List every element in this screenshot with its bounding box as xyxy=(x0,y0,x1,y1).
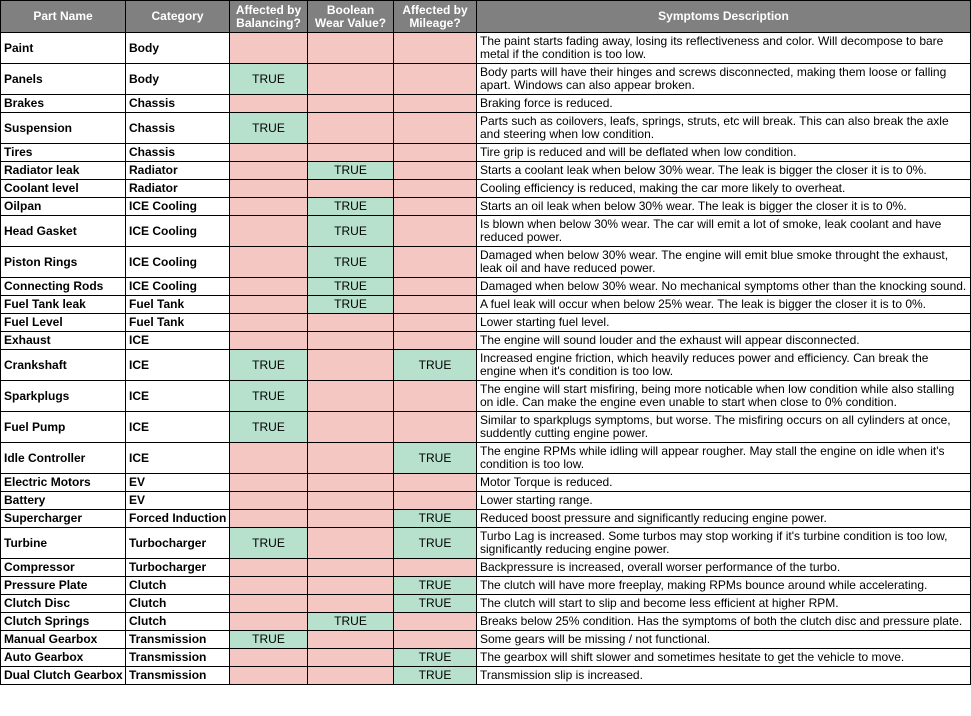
balancing-cell: TRUE xyxy=(230,64,308,95)
table-row xyxy=(1,595,971,613)
table-row xyxy=(1,278,971,296)
mileage-cell xyxy=(394,198,477,216)
part-name-cell: Fuel Pump xyxy=(1,412,126,443)
category-cell: Body xyxy=(126,33,230,64)
boolean-wear-cell xyxy=(308,559,394,577)
mileage-cell xyxy=(394,247,477,278)
part-name-cell: Oilpan xyxy=(1,198,126,216)
category-cell: ICE xyxy=(126,381,230,412)
table-row xyxy=(1,559,971,577)
description-cell: The gearbox will shift slower and sometimes hesitate to get the vehicle to move. xyxy=(477,649,971,667)
mileage-cell: TRUE xyxy=(394,595,477,613)
boolean-wear-cell xyxy=(308,443,394,474)
mileage-cell xyxy=(394,613,477,631)
balancing-cell xyxy=(230,216,308,247)
mileage-cell xyxy=(394,33,477,64)
description-cell: Similar to sparkplugs symptoms, but worse. The misfiring occurs on all cylinders at once, suddently cutting engine power. xyxy=(477,412,971,443)
balancing-cell xyxy=(230,595,308,613)
mileage-cell xyxy=(394,64,477,95)
category-cell: ICE xyxy=(126,443,230,474)
balancing-cell xyxy=(230,296,308,314)
table-row xyxy=(1,528,971,559)
balancing-cell xyxy=(230,278,308,296)
table-row xyxy=(1,247,971,278)
description-cell: Breaks below 25% condition. Has the symptoms of both the clutch disc and pressure plate. xyxy=(477,613,971,631)
boolean-wear-cell xyxy=(308,474,394,492)
balancing-cell xyxy=(230,95,308,113)
boolean-wear-cell xyxy=(308,180,394,198)
balancing-cell xyxy=(230,33,308,64)
category-cell: Forced Induction xyxy=(126,510,230,528)
part-name-cell: Clutch Springs xyxy=(1,613,126,631)
balancing-cell xyxy=(230,492,308,510)
part-name-cell: Coolant level xyxy=(1,180,126,198)
table-header xyxy=(1,1,971,33)
description-cell: Damaged when below 30% wear. No mechanical symptoms other than the knocking sound. xyxy=(477,278,971,296)
description-cell: Parts such as coilovers, leafs, springs, struts, etc will break. This can also break the axle and steering when low condition. xyxy=(477,113,971,144)
part-name-cell: Supercharger xyxy=(1,510,126,528)
mileage-cell: TRUE xyxy=(394,443,477,474)
mileage-cell: TRUE xyxy=(394,667,477,685)
part-name-cell: Turbine xyxy=(1,528,126,559)
boolean-wear-cell xyxy=(308,528,394,559)
category-cell: ICE xyxy=(126,332,230,350)
table-row xyxy=(1,180,971,198)
category-cell: ICE Cooling xyxy=(126,247,230,278)
table-row xyxy=(1,474,971,492)
mileage-cell: TRUE xyxy=(394,350,477,381)
table-row xyxy=(1,350,971,381)
table-row xyxy=(1,113,971,144)
table-row xyxy=(1,162,971,180)
table-row xyxy=(1,492,971,510)
category-cell: Radiator xyxy=(126,180,230,198)
mileage-cell xyxy=(394,381,477,412)
part-name-cell: Clutch Disc xyxy=(1,595,126,613)
part-name-cell: Auto Gearbox xyxy=(1,649,126,667)
description-cell: Starts a coolant leak when below 30% wear. The leak is bigger the closer it is to 0%. xyxy=(477,162,971,180)
description-cell: Transmission slip is increased. xyxy=(477,667,971,685)
boolean-wear-cell xyxy=(308,314,394,332)
category-cell: Fuel Tank xyxy=(126,314,230,332)
mileage-cell xyxy=(394,412,477,443)
part-name-cell: Suspension xyxy=(1,113,126,144)
part-name-cell: Brakes xyxy=(1,95,126,113)
balancing-cell: TRUE xyxy=(230,528,308,559)
category-cell: Body xyxy=(126,64,230,95)
category-cell: Chassis xyxy=(126,144,230,162)
category-cell: Transmission xyxy=(126,631,230,649)
category-cell: Transmission xyxy=(126,649,230,667)
table-row xyxy=(1,198,971,216)
mileage-cell xyxy=(394,474,477,492)
mileage-cell xyxy=(394,95,477,113)
table-row xyxy=(1,332,971,350)
boolean-wear-cell xyxy=(308,332,394,350)
table-row xyxy=(1,510,971,528)
description-cell: The engine will start misfiring, being more noticable when low condition while also stalling on idle. Can make the engine even unable to start when close to 0% condition. xyxy=(477,381,971,412)
balancing-cell: TRUE xyxy=(230,631,308,649)
description-cell: Lower starting fuel level. xyxy=(477,314,971,332)
header-symptoms-description: Symptoms Description xyxy=(477,1,971,33)
balancing-cell: TRUE xyxy=(230,412,308,443)
description-cell: The clutch will have more freeplay, making RPMs bounce around while accelerating. xyxy=(477,577,971,595)
part-name-cell: Dual Clutch Gearbox xyxy=(1,667,126,685)
table-row xyxy=(1,296,971,314)
balancing-cell xyxy=(230,577,308,595)
header-category: Category xyxy=(126,1,230,33)
balancing-cell xyxy=(230,510,308,528)
mileage-cell xyxy=(394,278,477,296)
balancing-cell xyxy=(230,649,308,667)
mileage-cell xyxy=(394,180,477,198)
part-name-cell: Connecting Rods xyxy=(1,278,126,296)
mileage-cell xyxy=(394,144,477,162)
table-row xyxy=(1,443,971,474)
description-cell: Is blown when below 30% wear. The car will emit a lot of smoke, leak coolant and have reduced power. xyxy=(477,216,971,247)
header-part-name: Part Name xyxy=(1,1,126,33)
description-cell: Cooling efficiency is reduced, making the car more likely to overheat. xyxy=(477,180,971,198)
description-cell: Some gears will be missing / not functional. xyxy=(477,631,971,649)
table-row xyxy=(1,667,971,685)
description-cell: Damaged when below 30% wear. The engine will emit blue smoke throught the exhaust, leak oil and have reduced power. xyxy=(477,247,971,278)
category-cell: ICE Cooling xyxy=(126,278,230,296)
description-cell: Backpressure is increased, overall worser performance of the turbo. xyxy=(477,559,971,577)
balancing-cell xyxy=(230,314,308,332)
boolean-wear-cell: TRUE xyxy=(308,162,394,180)
table-row xyxy=(1,631,971,649)
boolean-wear-cell xyxy=(308,33,394,64)
description-cell: A fuel leak will occur when below 25% wear. The leak is bigger the closer it is to 0%. xyxy=(477,296,971,314)
boolean-wear-cell xyxy=(308,144,394,162)
mileage-cell xyxy=(394,631,477,649)
table-body xyxy=(1,33,971,685)
balancing-cell: TRUE xyxy=(230,350,308,381)
category-cell: ICE Cooling xyxy=(126,198,230,216)
boolean-wear-cell xyxy=(308,631,394,649)
boolean-wear-cell xyxy=(308,381,394,412)
category-cell: ICE Cooling xyxy=(126,216,230,247)
table-row xyxy=(1,216,971,247)
description-cell: Lower starting range. xyxy=(477,492,971,510)
header-boolean-wear-value: Boolean Wear Value? xyxy=(308,1,394,33)
description-cell: Turbo Lag is increased. Some turbos may stop working if it's turbine condition is too low, significantly reducing engine power. xyxy=(477,528,971,559)
description-cell: Body parts will have their hinges and screws disconnected, making them loose or falling apart. Windows can also appear broken. xyxy=(477,64,971,95)
part-name-cell: Sparkplugs xyxy=(1,381,126,412)
description-cell: Starts an oil leak when below 30% wear. The leak is bigger the closer it is to 0%. xyxy=(477,198,971,216)
boolean-wear-cell xyxy=(308,350,394,381)
mileage-cell: TRUE xyxy=(394,577,477,595)
table-row xyxy=(1,144,971,162)
part-name-cell: Panels xyxy=(1,64,126,95)
table-row xyxy=(1,613,971,631)
category-cell: Chassis xyxy=(126,95,230,113)
table-row xyxy=(1,577,971,595)
balancing-cell xyxy=(230,247,308,278)
part-name-cell: Head Gasket xyxy=(1,216,126,247)
part-name-cell: Piston Rings xyxy=(1,247,126,278)
part-name-cell: Exhaust xyxy=(1,332,126,350)
balancing-cell xyxy=(230,667,308,685)
description-cell: Increased engine friction, which heavily reduces power and efficiency. Can break the engine when it's condition is too low. xyxy=(477,350,971,381)
part-name-cell: Idle Controller xyxy=(1,443,126,474)
category-cell: Clutch xyxy=(126,595,230,613)
boolean-wear-cell xyxy=(308,492,394,510)
header-affected-by-mileage: Affected by Mileage? xyxy=(394,1,477,33)
balancing-cell xyxy=(230,162,308,180)
part-name-cell: Tires xyxy=(1,144,126,162)
category-cell: Fuel Tank xyxy=(126,296,230,314)
boolean-wear-cell xyxy=(308,667,394,685)
balancing-cell xyxy=(230,443,308,474)
boolean-wear-cell xyxy=(308,595,394,613)
mileage-cell xyxy=(394,332,477,350)
table-row xyxy=(1,33,971,64)
boolean-wear-cell: TRUE xyxy=(308,198,394,216)
part-name-cell: Compressor xyxy=(1,559,126,577)
boolean-wear-cell xyxy=(308,113,394,144)
part-name-cell: Battery xyxy=(1,492,126,510)
boolean-wear-cell xyxy=(308,64,394,95)
balancing-cell xyxy=(230,332,308,350)
mileage-cell: TRUE xyxy=(394,649,477,667)
part-name-cell: Fuel Tank leak xyxy=(1,296,126,314)
category-cell: Radiator xyxy=(126,162,230,180)
boolean-wear-cell: TRUE xyxy=(308,216,394,247)
mileage-cell xyxy=(394,113,477,144)
mileage-cell xyxy=(394,314,477,332)
part-name-cell: Electric Motors xyxy=(1,474,126,492)
boolean-wear-cell xyxy=(308,649,394,667)
category-cell: Clutch xyxy=(126,613,230,631)
balancing-cell xyxy=(230,144,308,162)
boolean-wear-cell: TRUE xyxy=(308,296,394,314)
table-row xyxy=(1,314,971,332)
mileage-cell xyxy=(394,559,477,577)
balancing-cell: TRUE xyxy=(230,113,308,144)
mileage-cell: TRUE xyxy=(394,510,477,528)
description-cell: Braking force is reduced. xyxy=(477,95,971,113)
boolean-wear-cell: TRUE xyxy=(308,278,394,296)
category-cell: EV xyxy=(126,474,230,492)
boolean-wear-cell xyxy=(308,95,394,113)
boolean-wear-cell: TRUE xyxy=(308,247,394,278)
boolean-wear-cell: TRUE xyxy=(308,613,394,631)
description-cell: The engine RPMs while idling will appear rougher. May stall the engine on idle when it's condition is too low. xyxy=(477,443,971,474)
balancing-cell xyxy=(230,198,308,216)
mileage-cell xyxy=(394,296,477,314)
boolean-wear-cell xyxy=(308,577,394,595)
table-row xyxy=(1,649,971,667)
table-row xyxy=(1,64,971,95)
table-row xyxy=(1,412,971,443)
table-row xyxy=(1,381,971,412)
table-row xyxy=(1,95,971,113)
category-cell: ICE xyxy=(126,412,230,443)
part-name-cell: Manual Gearbox xyxy=(1,631,126,649)
balancing-cell xyxy=(230,474,308,492)
category-cell: Transmission xyxy=(126,667,230,685)
balancing-cell xyxy=(230,613,308,631)
category-cell: Turbocharger xyxy=(126,528,230,559)
header-affected-by-balancing: Affected by Balancing? xyxy=(230,1,308,33)
boolean-wear-cell xyxy=(308,412,394,443)
description-cell: The clutch will start to slip and become less efficient at higher RPM. xyxy=(477,595,971,613)
description-cell: Tire grip is reduced and will be deflated when low condition. xyxy=(477,144,971,162)
mileage-cell: TRUE xyxy=(394,528,477,559)
part-name-cell: Fuel Level xyxy=(1,314,126,332)
balancing-cell: TRUE xyxy=(230,381,308,412)
category-cell: Chassis xyxy=(126,113,230,144)
description-cell: Reduced boost pressure and significantly reducing engine power. xyxy=(477,510,971,528)
part-name-cell: Paint xyxy=(1,33,126,64)
part-name-cell: Pressure Plate xyxy=(1,577,126,595)
part-name-cell: Crankshaft xyxy=(1,350,126,381)
category-cell: Clutch xyxy=(126,577,230,595)
boolean-wear-cell xyxy=(308,510,394,528)
description-cell: Motor Torque is reduced. xyxy=(477,474,971,492)
balancing-cell xyxy=(230,559,308,577)
mileage-cell xyxy=(394,162,477,180)
mileage-cell xyxy=(394,492,477,510)
description-cell: The engine will sound louder and the exhaust will appear disconnected. xyxy=(477,332,971,350)
mileage-cell xyxy=(394,216,477,247)
description-cell: The paint starts fading away, losing its reflectiveness and color. Will decompose to bare metal if the condition is too low. xyxy=(477,33,971,64)
category-cell: EV xyxy=(126,492,230,510)
category-cell: Turbocharger xyxy=(126,559,230,577)
balancing-cell xyxy=(230,180,308,198)
part-name-cell: Radiator leak xyxy=(1,162,126,180)
category-cell: ICE xyxy=(126,350,230,381)
